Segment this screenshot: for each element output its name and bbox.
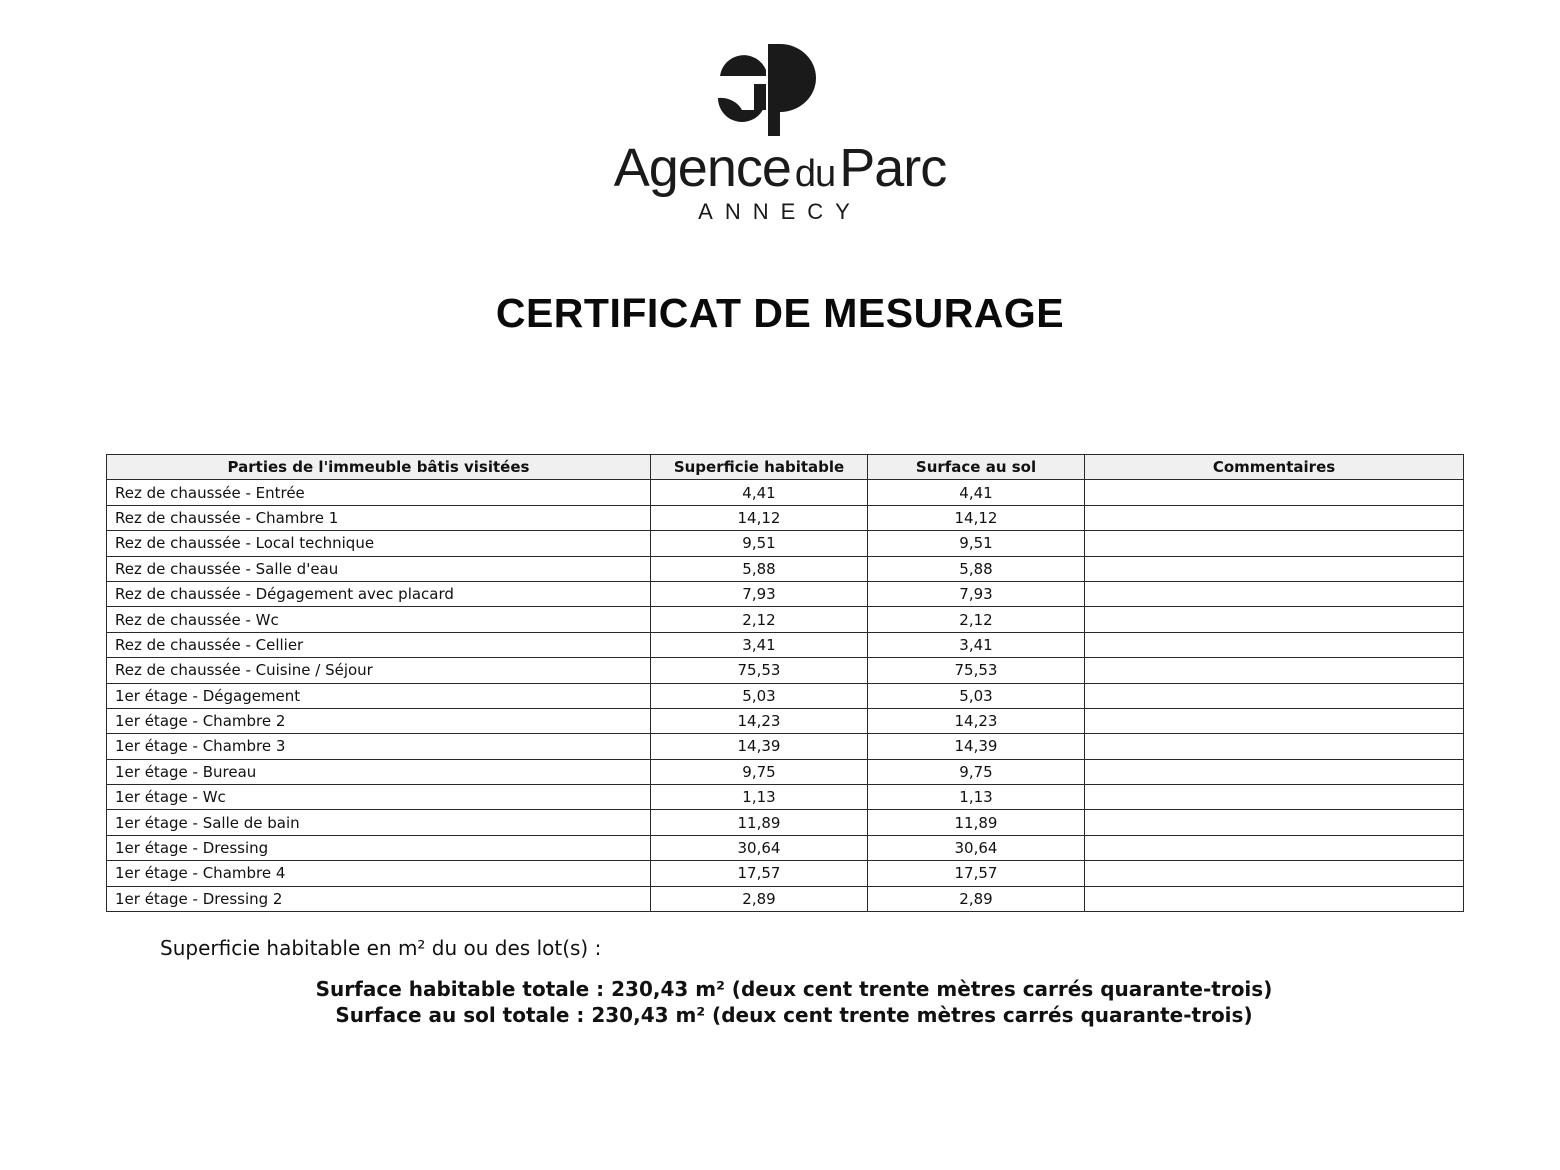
- row-comment: [1085, 759, 1464, 784]
- logo-word-agence: Agence: [613, 138, 791, 198]
- row-sol: 2,12: [868, 607, 1085, 632]
- row-label: Rez de chaussée - Chambre 1: [107, 505, 651, 530]
- row-label: 1er étage - Salle de bain: [107, 810, 651, 835]
- row-comment: [1085, 886, 1464, 911]
- row-label: Rez de chaussée - Salle d'eau: [107, 556, 651, 581]
- row-comment: [1085, 861, 1464, 886]
- row-sol: 9,51: [868, 531, 1085, 556]
- table-row: [107, 785, 1464, 810]
- table-row: [107, 683, 1464, 708]
- row-label: 1er étage - Wc: [107, 785, 651, 810]
- row-comment: [1085, 785, 1464, 810]
- row-habitable: 30,64: [651, 835, 868, 860]
- row-sol: 14,39: [868, 734, 1085, 759]
- table-row: [107, 581, 1464, 606]
- table-row: [107, 886, 1464, 911]
- table-row: [107, 607, 1464, 632]
- agency-logo: [560, 36, 1000, 236]
- row-habitable: 75,53: [651, 658, 868, 683]
- row-habitable: 11,89: [651, 810, 868, 835]
- row-habitable: 9,75: [651, 759, 868, 784]
- logo-monogram: [718, 44, 816, 136]
- row-habitable: 1,13: [651, 785, 868, 810]
- row-sol: 4,41: [868, 480, 1085, 505]
- row-label: 1er étage - Dressing: [107, 835, 651, 860]
- row-sol: 5,88: [868, 556, 1085, 581]
- table-row: [107, 708, 1464, 733]
- row-label: Rez de chaussée - Cuisine / Séjour: [107, 658, 651, 683]
- row-habitable: 17,57: [651, 861, 868, 886]
- logo-word-du: du: [794, 153, 836, 195]
- row-comment: [1085, 581, 1464, 606]
- row-habitable: 4,41: [651, 480, 868, 505]
- table-row: [107, 861, 1464, 886]
- row-label: Rez de chaussée - Entrée: [107, 480, 651, 505]
- row-habitable: 14,23: [651, 708, 868, 733]
- row-sol: 30,64: [868, 835, 1085, 860]
- row-comment: [1085, 708, 1464, 733]
- row-habitable: 7,93: [651, 581, 868, 606]
- totals-block: [0, 976, 1560, 1028]
- row-comment: [1085, 480, 1464, 505]
- row-label: Rez de chaussée - Dégagement avec placard: [107, 581, 651, 606]
- row-comment: [1085, 531, 1464, 556]
- row-habitable: 2,89: [651, 886, 868, 911]
- row-sol: 14,12: [868, 505, 1085, 530]
- logo-monogram-a: [720, 55, 766, 76]
- logo-monogram-p: [768, 44, 816, 136]
- row-label: 1er étage - Dressing 2: [107, 886, 651, 911]
- table-row: [107, 835, 1464, 860]
- row-comment: [1085, 505, 1464, 530]
- row-habitable: 14,12: [651, 505, 868, 530]
- row-sol: 75,53: [868, 658, 1085, 683]
- summary-subtitle: Superficie habitable en m² du ou des lot(s) :: [160, 936, 602, 960]
- row-sol: 2,89: [868, 886, 1085, 911]
- row-sol: 7,93: [868, 581, 1085, 606]
- logo-city: ANNECY: [698, 199, 862, 224]
- table-row: [107, 759, 1464, 784]
- header-surface-sol: Surface au sol: [868, 455, 1085, 480]
- row-sol: 17,57: [868, 861, 1085, 886]
- row-label: Rez de chaussée - Cellier: [107, 632, 651, 657]
- row-habitable: 5,88: [651, 556, 868, 581]
- row-label: 1er étage - Bureau: [107, 759, 651, 784]
- table-row: [107, 480, 1464, 505]
- total-sol: Surface au sol totale : 230,43 m² (deux cent trente mètres carrés quarante-trois): [335, 1003, 1253, 1027]
- row-label: 1er étage - Chambre 3: [107, 734, 651, 759]
- table-row: [107, 734, 1464, 759]
- row-comment: [1085, 607, 1464, 632]
- svg-text:AgenceduParc: [614, 138, 946, 198]
- row-habitable: 14,39: [651, 734, 868, 759]
- header-parties: Parties de l'immeuble bâtis visitées: [107, 455, 651, 480]
- total-habitable: Surface habitable totale : 230,43 m² (deux cent trente mètres carrés quarante-trois): [315, 977, 1273, 1001]
- page-title: CERTIFICAT DE MESURAGE: [495, 290, 1065, 336]
- logo-word-parc: Parc: [839, 138, 947, 198]
- table-row: [107, 810, 1464, 835]
- row-label: 1er étage - Chambre 2: [107, 708, 651, 733]
- table-row: [107, 632, 1464, 657]
- row-label: 1er étage - Dégagement: [107, 683, 651, 708]
- table-row: [107, 658, 1464, 683]
- header-commentaires: Commentaires: [1085, 455, 1464, 480]
- table-row: [107, 505, 1464, 530]
- row-habitable: 2,12: [651, 607, 868, 632]
- table-row: [107, 531, 1464, 556]
- row-sol: 5,03: [868, 683, 1085, 708]
- row-comment: [1085, 734, 1464, 759]
- row-comment: [1085, 835, 1464, 860]
- row-habitable: 5,03: [651, 683, 868, 708]
- row-comment: [1085, 683, 1464, 708]
- row-sol: 14,23: [868, 708, 1085, 733]
- row-habitable: 3,41: [651, 632, 868, 657]
- row-sol: 11,89: [868, 810, 1085, 835]
- row-label: 1er étage - Chambre 4: [107, 861, 651, 886]
- row-comment: [1085, 658, 1464, 683]
- row-comment: [1085, 556, 1464, 581]
- row-sol: 1,13: [868, 785, 1085, 810]
- measurement-table: [106, 454, 1464, 912]
- row-label: Rez de chaussée - Local technique: [107, 531, 651, 556]
- row-sol: 9,75: [868, 759, 1085, 784]
- row-comment: [1085, 810, 1464, 835]
- header-superficie-habitable: Superficie habitable: [651, 455, 868, 480]
- table-row: [107, 556, 1464, 581]
- row-sol: 3,41: [868, 632, 1085, 657]
- row-habitable: 9,51: [651, 531, 868, 556]
- row-comment: [1085, 632, 1464, 657]
- table-header-row: [107, 455, 1464, 480]
- row-label: Rez de chaussée - Wc: [107, 607, 651, 632]
